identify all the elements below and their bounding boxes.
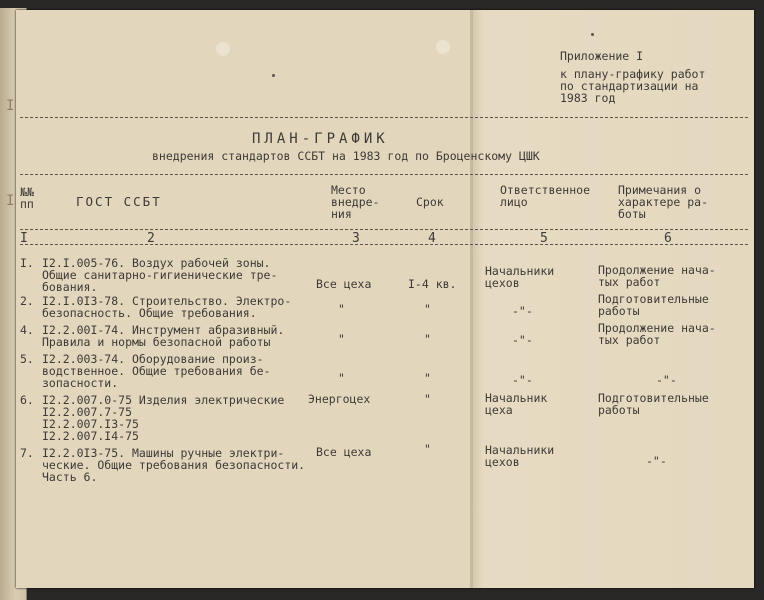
row-place: Энергоцех (308, 392, 371, 406)
header-responsible: лицо (500, 195, 528, 209)
document-subtitle: внедрения стандартов ССБТ на 1983 год по Броценскому ЦШК (152, 149, 540, 163)
row-standard: безопасность. Общие требования. (42, 306, 257, 320)
separator-line (20, 229, 748, 230)
row-place: Все цеха (316, 277, 372, 291)
column-number: 4 (428, 231, 436, 246)
appendix-line: к плану-графику работ (560, 67, 706, 81)
row-standard: Часть 6. (42, 470, 98, 484)
row-term: " (424, 442, 431, 456)
row-note: Продолжение нача- (598, 263, 716, 277)
row-number: 5. (20, 352, 34, 366)
row-standard: I2.2.003-74. Оборудование произ- (42, 352, 264, 366)
row-term: " (424, 392, 431, 406)
row-note: -"- (646, 454, 667, 468)
row-note: Продолжение нача- (598, 321, 716, 335)
row-note: -"- (656, 373, 677, 387)
row-place: " (338, 332, 345, 346)
row-standard: бования. (42, 280, 98, 294)
header-responsible: Ответственное (500, 183, 591, 197)
punch-hole (216, 42, 230, 56)
row-number: 7. (20, 446, 34, 460)
column-number: I (20, 231, 28, 246)
row-place: " (338, 371, 345, 385)
document-title: ПЛАН-ГРАФИК (252, 131, 389, 147)
row-responsible: -"- (512, 304, 533, 318)
row-standard: водственное. Общие требования бе- (42, 364, 271, 378)
row-standard: зопасности. (42, 376, 119, 390)
row-note: работы (598, 304, 640, 318)
margin-mark: I (6, 193, 15, 209)
row-note: тых работ (598, 275, 661, 289)
header-number: №№ (20, 185, 34, 199)
header-term: Срок (416, 195, 444, 209)
separator-line (20, 117, 748, 118)
row-term: I-4 кв. (408, 277, 457, 291)
header-number: пп (20, 197, 34, 211)
row-term: " (424, 332, 431, 346)
appendix-line: 1983 год (560, 91, 616, 105)
header-notes: Примечания о (618, 183, 702, 197)
row-standard: I2.2.00I-74. Инструмент абразивный. (42, 323, 285, 337)
row-number: 2. (20, 294, 34, 308)
column-number: 2 (147, 231, 155, 246)
row-standard: I2.2.0I3-75. Машины ручные электри- (42, 446, 285, 460)
header-place: внедре- (331, 195, 380, 209)
row-note: работы (598, 403, 640, 417)
row-standard: Правила и нормы безопасной работы (42, 335, 271, 349)
separator-line (20, 244, 748, 245)
header-place: ния (331, 207, 352, 221)
page-fold (470, 10, 473, 588)
row-note: Подготовительные (598, 391, 709, 405)
row-standard: I2.I.0I3-78. Строительство. Электро- (42, 294, 292, 308)
ink-speck (591, 33, 594, 36)
row-standard: I2.2.007.I3-75 (42, 417, 139, 431)
row-responsible: Начальники (485, 443, 555, 457)
row-standard: Общие санитарно-гигиенические тре- (42, 268, 278, 282)
row-responsible: цехов (485, 276, 520, 290)
row-responsible: Начальники (485, 264, 555, 278)
ink-speck (272, 74, 275, 77)
row-standard: I2.2.007.7-75 (42, 405, 133, 419)
header-place: Место (331, 183, 366, 197)
row-standard: ческие. Общие требования безопасности. (42, 458, 306, 472)
column-number: 3 (352, 231, 360, 246)
row-place: " (338, 302, 345, 316)
column-number: 6 (664, 231, 672, 246)
appendix-line: Приложение I (560, 49, 644, 63)
appendix-line: по стандартизации на (560, 79, 699, 93)
column-number: 5 (540, 231, 548, 246)
margin-mark: I (6, 98, 15, 114)
row-number: 6. (20, 393, 34, 407)
row-responsible: -"- (512, 373, 533, 387)
separator-line (20, 174, 748, 175)
header-gost: ГОСТ ССБТ (76, 194, 162, 209)
row-term: " (424, 302, 431, 316)
row-responsible: -"- (512, 333, 533, 347)
row-responsible: цеха (485, 403, 513, 417)
row-note: Подготовительные (598, 292, 709, 306)
row-standard: I2.I.005-76. Воздух рабочей зоны. (42, 256, 271, 270)
row-term: " (424, 371, 431, 385)
header-notes: боты (618, 207, 646, 221)
row-responsible: цехов (485, 455, 520, 469)
row-number: 4. (20, 323, 34, 337)
header-notes: характере ра- (618, 195, 709, 209)
row-responsible: Начальник (485, 391, 548, 405)
row-standard: I2.2.007.I4-75 (42, 429, 139, 443)
row-place: Все цеха (316, 445, 372, 459)
row-standard: I2.2.007.0-75 Изделия электрические (42, 393, 285, 407)
punch-hole (436, 40, 450, 54)
row-note: тых работ (598, 333, 661, 347)
row-number: I. (20, 256, 34, 270)
